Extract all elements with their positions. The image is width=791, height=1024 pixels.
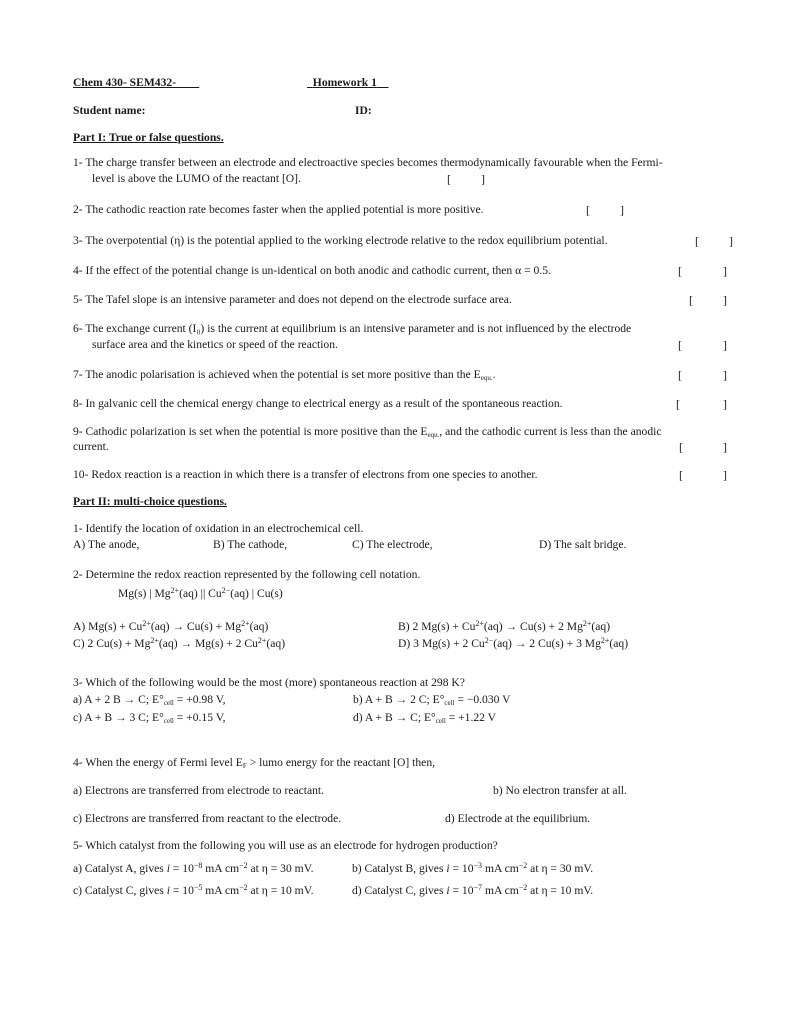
mc-q1-option-c[interactable]: C) The electrode, [352,538,433,551]
mc-q5-option-a[interactable]: a) Catalyst A, gives $i = 10^{-8}$ mA $cm^{-2}$ at η = 30 mV. [73,861,314,875]
mc-q1-option-a[interactable]: A) The anode, [73,538,140,551]
student-name-label: Student name: [73,104,146,117]
part1-title: Part I: True or false questions. [73,131,224,144]
answer-bracket-3-open[interactable]: [ [695,234,699,248]
tf-question-2: 2- The cathodic reaction rate becomes faster when the applied potential is more positive. [73,203,484,216]
mc-q4-option-c[interactable]: c) Electrons are transferred from reactant to the electrode. [73,812,342,825]
answer-bracket-6-open[interactable]: [ [678,338,682,352]
answer-bracket-4-close[interactable]: ] [723,264,727,278]
mc-question-4: 4- When the energy of Fermi level $E_F$ > lumo energy for the reactant [O] then, [73,756,436,770]
tf-question-9-line1: 9- Cathodic polarization is set when the potential is more positive than the $E_{equ.}$, and the cathodic current is less than the anodic [73,425,662,439]
mc-q3-option-a[interactable]: a) A + 2 B → C; $E^\circ_{cell} = +0.98$ V, [73,693,226,707]
course-title: Chem 430- SEM432- [73,76,177,89]
answer-bracket-5-open[interactable]: [ [689,293,693,307]
mc-q3-option-d[interactable]: d) A + B → C; $E^\circ_{cell} = +1.22$ V [353,711,497,725]
tf-question-1-line1: 1- The charge transfer between an electrode and electroactive species becomes thermodynamically favourable when the Fermi- [73,156,663,169]
tf-question-6-line1: 6- The exchange current (I₀) is the current at equilibrium is an intensive parameter and is not influenced by the electrode [73,322,632,335]
tf-question-6-line2: surface area and the kinetics or speed of the reaction. [92,338,338,351]
tf-question-7: 7- The anodic polarisation is achieved when the potential is set more positive than the $E_{equ.}$. [73,368,496,382]
mc-q1-option-d[interactable]: D) The salt bridge. [539,538,627,551]
mc-q4-option-a[interactable]: a) Electrons are transferred from electrode to reactant. [73,784,325,797]
mc-q5-option-b[interactable]: b) Catalyst B, gives $i = 10^{-3}$ mA $cm^{-2}$ at η = 30 mV. [352,861,594,875]
answer-bracket-9-close[interactable]: ] [723,440,727,454]
tf-question-3: 3- The overpotential (η) is the potential applied to the working electrode relative to the redox equilibrium potential. [73,234,608,247]
mc-q2-option-a[interactable]: A) $Mg(s) + Cu^{2+}(aq) \to Cu(s) + Mg^{2+}(aq)$ [73,619,269,633]
answer-bracket-1-close[interactable]: ] [481,172,485,186]
mc-question-3: 3- Which of the following would be the most (more) spontaneous reaction at 298 K? [73,676,465,689]
part2-title: Part II: multi-choice questions. [73,495,227,508]
mc-q2-option-c[interactable]: C) 2 $Cu(s) + Mg^{2+}(aq) \to Mg(s) + 2$ $Cu^{2+}(aq)$ [73,636,286,650]
homework-title: Homework 1 [312,76,377,89]
mc-q3-option-c[interactable]: c) A + B → 3 C; $E^\circ_{cell} = +0.15$ V, [73,711,226,725]
answer-bracket-2-close[interactable]: ] [620,203,624,217]
tf-question-9-line2: current. [73,440,109,453]
answer-bracket-2-open[interactable]: [ [586,203,590,217]
tf-question-5: 5- The Tafel slope is an intensive parameter and does not depend on the electrode surface area. [73,293,512,306]
answer-bracket-10-open[interactable]: [ [679,468,683,482]
answer-bracket-1-open[interactable]: [ [447,172,451,186]
answer-bracket-4-open[interactable]: [ [678,264,682,278]
answer-bracket-10-close[interactable]: ] [723,468,727,482]
tf-question-10: 10- Redox reaction is a reaction in which there is a transfer of electrons from one species to another. [73,468,538,481]
mc-q5-option-d[interactable]: d) Catalyst C, gives $i = 10^{-7}$ mA $cm^{-2}$ at η = 10 mV. [352,883,594,897]
mc-q1-option-b[interactable]: B) The cathode, [213,538,288,551]
answer-bracket-8-close[interactable]: ] [723,397,727,411]
mc-q2-option-b[interactable]: B) 2 $Mg(s) + Cu^{2+}(aq) \to Cu(s) + 2$ $Mg^{2+}(aq)$ [398,619,611,633]
mc-q3-option-b[interactable]: b) A + B → 2 C; $E^\circ_{cell} = -0.030$ V [353,693,511,707]
answer-bracket-6-close[interactable]: ] [723,338,727,352]
mc-question-1: 1- Identify the location of oxidation in an electrochemical cell. [73,522,364,535]
mc-q4-option-b[interactable]: b) No electron transfer at all. [493,784,627,797]
mc-q4-option-d[interactable]: d) Electrode at the equilibrium. [445,812,591,825]
mc-q2-option-d[interactable]: D) 3 Mg(s) + 2 $Cu^{2-}(aq) \to 2$ Cu(s) + 3 $Mg^{2+}(aq)$ [398,636,629,650]
mc-question-5: 5- Which catalyst from the following you will use as an electrode for hydrogen production? [73,839,498,852]
answer-bracket-7-open[interactable]: [ [678,368,682,382]
answer-bracket-3-close[interactable]: ] [729,234,733,248]
tf-question-4: 4- If the effect of the potential change is un-identical on both anodic and cathodic current, then α = 0.5. [73,264,551,277]
answer-bracket-9-open[interactable]: [ [679,440,683,454]
mc-question-2: 2- Determine the redox reaction represented by the following cell notation. [73,568,421,581]
mc-q5-option-c[interactable]: c) Catalyst C, gives $i = 10^{-5}$ mA $cm^{-2}$ at η = 10 mV. [73,883,314,897]
answer-bracket-8-open[interactable]: [ [676,397,680,411]
tf-question-1-line2: level is above the LUMO of the reactant [O]. [92,172,301,185]
answer-bracket-7-close[interactable]: ] [723,368,727,382]
answer-bracket-5-close[interactable]: ] [723,293,727,307]
tf-question-8: 8- In galvanic cell the chemical energy change to electrical energy as a result of the spontaneous reaction. [73,397,563,410]
cell-notation: Mg(s) | $Mg^{2+}(aq)$ || $Cu^{2-}(aq)$ | Cu(s) [118,586,283,600]
id-label: ID: [355,104,372,117]
